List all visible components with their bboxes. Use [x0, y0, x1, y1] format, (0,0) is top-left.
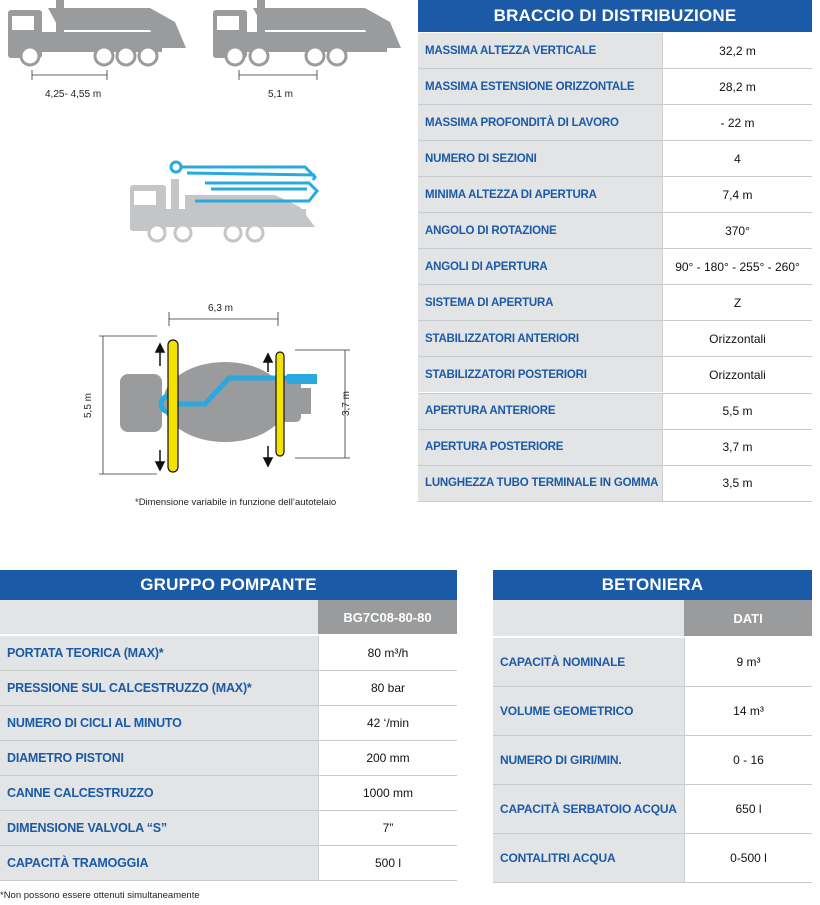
row-value: 32,2 m	[662, 33, 812, 68]
betoniera-table	[493, 570, 812, 881]
table-row	[493, 736, 812, 784]
braccio-table	[418, 0, 812, 502]
table-row	[493, 638, 812, 686]
row-value: 7”	[318, 811, 457, 845]
row-value: 0-500 l	[684, 834, 812, 882]
table-row	[0, 671, 457, 705]
row-label: PORTATA TEORICA (MAX)*	[0, 636, 318, 670]
gruppo-header-empty	[0, 600, 318, 634]
row-label: STABILIZZATORI POSTERIORI	[418, 357, 662, 392]
row-label: CANNE CALCESTRUZZO	[0, 776, 318, 810]
row-label: MASSIMA ALTEZZA VERTICALE	[418, 33, 662, 68]
row-label: NUMERO DI CICLI AL MINUTO	[0, 706, 318, 740]
truck1-wheelbase-label: 4,25- 4,55 m	[45, 89, 102, 100]
row-label: STABILIZZATORI ANTERIORI	[418, 321, 662, 356]
table-row	[418, 430, 812, 465]
row-label: MASSIMA PROFONDITÀ DI LAVORO	[418, 105, 662, 140]
row-label: DIMENSIONE VALVOLA “S”	[0, 811, 318, 845]
row-value: 650 l	[684, 785, 812, 833]
row-value: 28,2 m	[662, 69, 812, 104]
truck-folded-boom-diagram	[125, 155, 325, 255]
row-value: Z	[662, 285, 812, 320]
braccio-table-title: BRACCIO DI DISTRIBUZIONE	[418, 0, 812, 32]
table-row	[0, 706, 457, 740]
table-row	[418, 105, 812, 140]
row-label: CONTALITRI ACQUA	[493, 834, 684, 882]
row-separator	[418, 501, 812, 502]
gruppo-model-header: BG7C08-80-80	[318, 600, 457, 634]
row-label: CAPACITÀ TRAMOGGIA	[0, 846, 318, 880]
row-label: CAPACITÀ NOMINALE	[493, 638, 684, 686]
table-row	[418, 249, 812, 284]
row-value: Orizzontali	[662, 321, 812, 356]
row-value: 7,4 m	[662, 177, 812, 212]
table-row	[418, 394, 812, 429]
table-row	[418, 213, 812, 248]
betoniera-header-empty	[493, 600, 684, 636]
table-row	[418, 141, 812, 176]
table-row	[493, 687, 812, 735]
row-label: MASSIMA ESTENSIONE ORIZZONTALE	[418, 69, 662, 104]
front-width-label: 5,5 m	[83, 392, 95, 419]
row-label: ANGOLI DI APERTURA	[418, 249, 662, 284]
table-row	[418, 177, 812, 212]
truck-side-view-2	[205, 0, 405, 110]
row-value: 14 m³	[684, 687, 812, 735]
row-value: 200 mm	[318, 741, 457, 775]
gruppo-footnote: *Non possono essere ottenuti simultaneamente	[0, 890, 200, 901]
row-value: 90° - 180° - 255° - 260°	[662, 249, 812, 284]
row-value: 0 - 16	[684, 736, 812, 784]
table-row	[418, 357, 812, 392]
betoniera-col-header: DATI	[684, 600, 812, 636]
row-label: APERTURA ANTERIORE	[418, 394, 662, 429]
table-row	[0, 741, 457, 775]
table-row	[418, 33, 812, 68]
row-separator	[493, 882, 812, 883]
row-value: Orizzontali	[662, 357, 812, 392]
row-label: ANGOLO DI ROTAZIONE	[418, 213, 662, 248]
gruppo-table-title: GRUPPO POMPANTE	[0, 570, 457, 600]
chassis-footnote: *Dimensione variabile in funzione dell’autotelaio	[135, 497, 337, 508]
row-label: DIAMETRO PISTONI	[0, 741, 318, 775]
table-row	[418, 285, 812, 320]
gruppo-table	[0, 570, 457, 881]
table-row	[493, 834, 812, 882]
table-row	[0, 846, 457, 880]
row-label: MINIMA ALTEZZA DI APERTURA	[418, 177, 662, 212]
row-label: SISTEMA DI APERTURA	[418, 285, 662, 320]
row-value: 3,5 m	[662, 466, 812, 501]
row-value: 3,7 m	[662, 430, 812, 465]
rear-width-label: 3,7 m	[341, 390, 353, 417]
row-value: 500 l	[318, 846, 457, 880]
row-label: NUMERO DI SEZIONI	[418, 141, 662, 176]
betoniera-table-title: BETONIERA	[493, 570, 812, 600]
row-separator	[0, 880, 457, 881]
row-label: VOLUME GEOMETRICO	[493, 687, 684, 735]
row-value: 42 ‘/min	[318, 706, 457, 740]
table-row	[0, 636, 457, 670]
table-row	[0, 811, 457, 845]
table-row	[418, 69, 812, 104]
row-value: - 22 m	[662, 105, 812, 140]
row-label: CAPACITÀ SERBATOIO ACQUA	[493, 785, 684, 833]
table-row	[418, 321, 812, 356]
row-value: 80 m³/h	[318, 636, 457, 670]
outrigger-span-label: 6,3 m	[208, 303, 234, 314]
row-value: 80 bar	[318, 671, 457, 705]
table-row	[418, 466, 812, 501]
table-row	[493, 785, 812, 833]
row-value: 370°	[662, 213, 812, 248]
row-value: 9 m³	[684, 638, 812, 686]
row-value: 1000 mm	[318, 776, 457, 810]
truck2-wheelbase-label: 5,1 m	[268, 89, 294, 100]
row-value: 5,5 m	[662, 394, 812, 429]
row-value: 4	[662, 141, 812, 176]
row-label: APERTURA POSTERIORE	[418, 430, 662, 465]
table-row	[0, 776, 457, 810]
row-label: LUNGHEZZA TUBO TERMINALE IN GOMMA	[418, 466, 662, 501]
row-label: PRESSIONE SUL CALCESTRUZZO (MAX)*	[0, 671, 318, 705]
top-view-outrigger-diagram	[85, 300, 355, 490]
row-label: NUMERO DI GIRI/MIN.	[493, 736, 684, 784]
